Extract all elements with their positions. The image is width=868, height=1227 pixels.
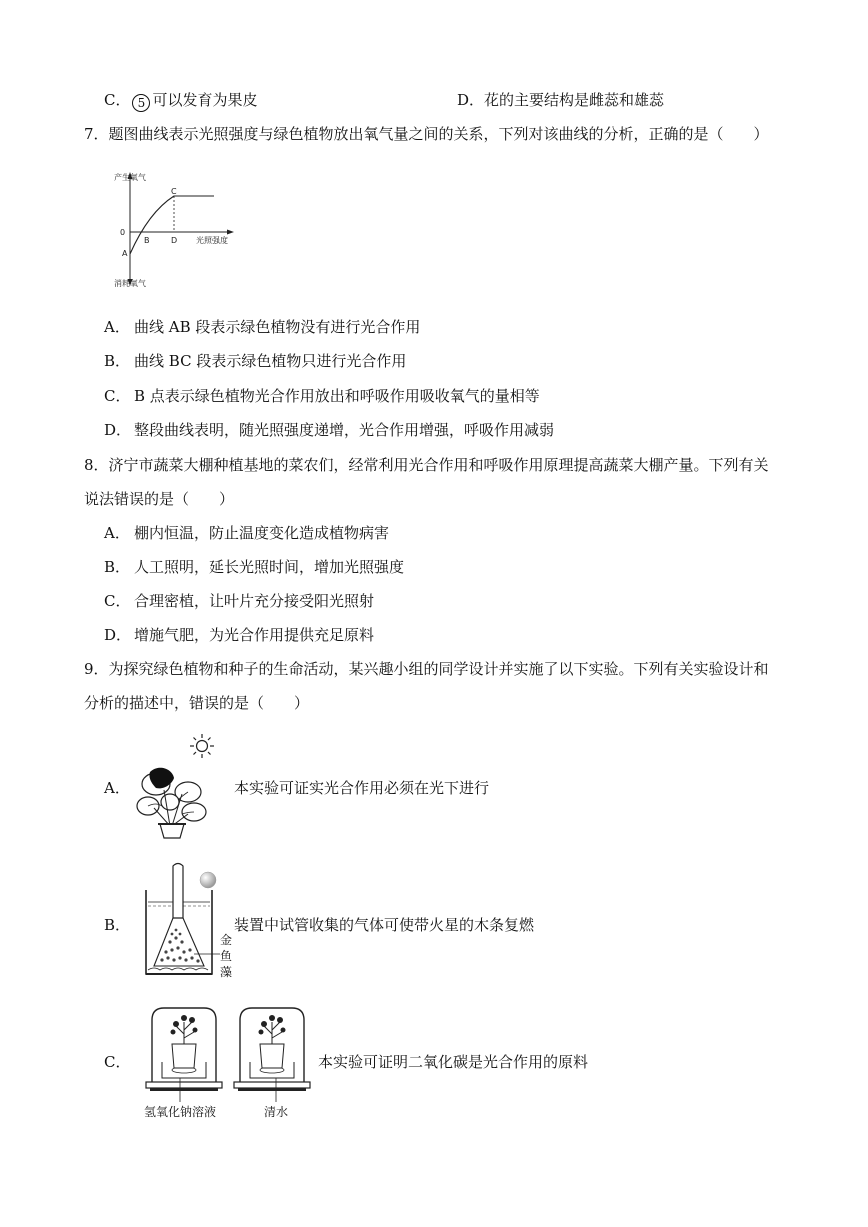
fig-b-label-1: 金 <box>220 933 233 947</box>
q7-option-c[interactable]: C． B 点表示绿色植物光合作用放出和呼吸作用吸收氧气的量相等 <box>104 387 540 405</box>
q6-option-d[interactable]: D．花的主要结构是雌蕊和雄蕊 <box>457 91 665 109</box>
q8-option-a[interactable]: A． 棚内恒温，防止温度变化造成植物病害 <box>104 524 390 542</box>
q7-stem: 7．题图曲线表示光照强度与绿色植物放出氧气量之间的关系，下列对该曲线的分析，正确的是（ ） <box>84 125 769 143</box>
q9-option-b-text: 装置中试管收集的气体可使带火星的木条复燃 <box>234 916 535 934</box>
graph-point-d: D <box>171 236 178 245</box>
q8-option-c[interactable]: C． 合理密植，让叶片充分接受阳光照射 <box>104 592 375 610</box>
q9-option-a-text: 本实验可证实光合作用必须在光下进行 <box>234 779 490 797</box>
q7-oxygen-light-graph <box>108 166 238 292</box>
graph-point-c: C <box>171 187 177 196</box>
circled-number-5: 5 <box>132 94 150 112</box>
graph-point-b: B <box>144 236 150 245</box>
q9-option-a-label[interactable]: A． <box>104 779 130 797</box>
q9-fig-a-plant-in-sunlight <box>134 732 224 840</box>
q6-option-c[interactable]: C． 5 可以发育为果皮 <box>104 91 258 110</box>
q7-option-d[interactable]: D． 整段曲线表明，随光照强度递增，光合作用增强，呼吸作用减弱 <box>104 421 555 439</box>
q8-option-b[interactable]: B． 人工照明，延长光照时间，增加光照强度 <box>104 558 405 576</box>
light-source-icon <box>200 872 216 888</box>
q9-stem-line2: 分析的描述中，错误的是（ ） <box>84 694 310 712</box>
graph-x-label: 光照强度 <box>196 236 228 245</box>
fig-b-label-3: 藻 <box>220 965 233 979</box>
bell-jar-left <box>146 1008 222 1091</box>
q9-fig-c-bell-jars <box>140 1000 320 1122</box>
q9-option-c-label[interactable]: C． <box>104 1053 131 1071</box>
fig-c-left-label: 氢氧化钠溶液 <box>144 1105 217 1119</box>
fig-b-label-2: 鱼 <box>220 949 233 963</box>
q8-option-d[interactable]: D． 增施气肥，为光合作用提供充足原料 <box>104 626 375 644</box>
q9-stem-line1: 9．为探究绿色植物和种子的生命活动，某兴趣小组的同学设计并实施了以下实验。下列有关实验设计和 <box>84 660 769 678</box>
graph-point-a: A <box>122 249 128 258</box>
graph-y-bottom-label: 消耗氧气 <box>114 279 146 288</box>
q8-stem-line2: 说法错误的是（ ） <box>84 490 235 508</box>
graph-y-top-label: 产生氧气 <box>114 173 146 182</box>
graph-origin-label: 0 <box>120 228 126 237</box>
q7-option-b[interactable]: B． 曲线 BC 段表示绿色植物只进行光合作用 <box>104 352 407 370</box>
sun-icon <box>190 734 214 758</box>
q9-option-b-label[interactable]: B． <box>104 916 131 934</box>
q9-option-c-text: 本实验可证明二氧化碳是光合作用的原料 <box>318 1053 589 1071</box>
q7-option-a[interactable]: A． 曲线 AB 段表示绿色植物没有进行光合作用 <box>104 318 421 336</box>
fig-c-right-label: 清水 <box>264 1105 289 1119</box>
q9-fig-b-aquatic-plant-tube <box>140 862 240 984</box>
bell-jar-right <box>234 1008 310 1091</box>
q8-stem-line1: 8．济宁市蔬菜大棚种植基地的菜农们，经常利用光合作用和呼吸作用原理提高蔬菜大棚产量。下列有关 <box>84 456 769 474</box>
